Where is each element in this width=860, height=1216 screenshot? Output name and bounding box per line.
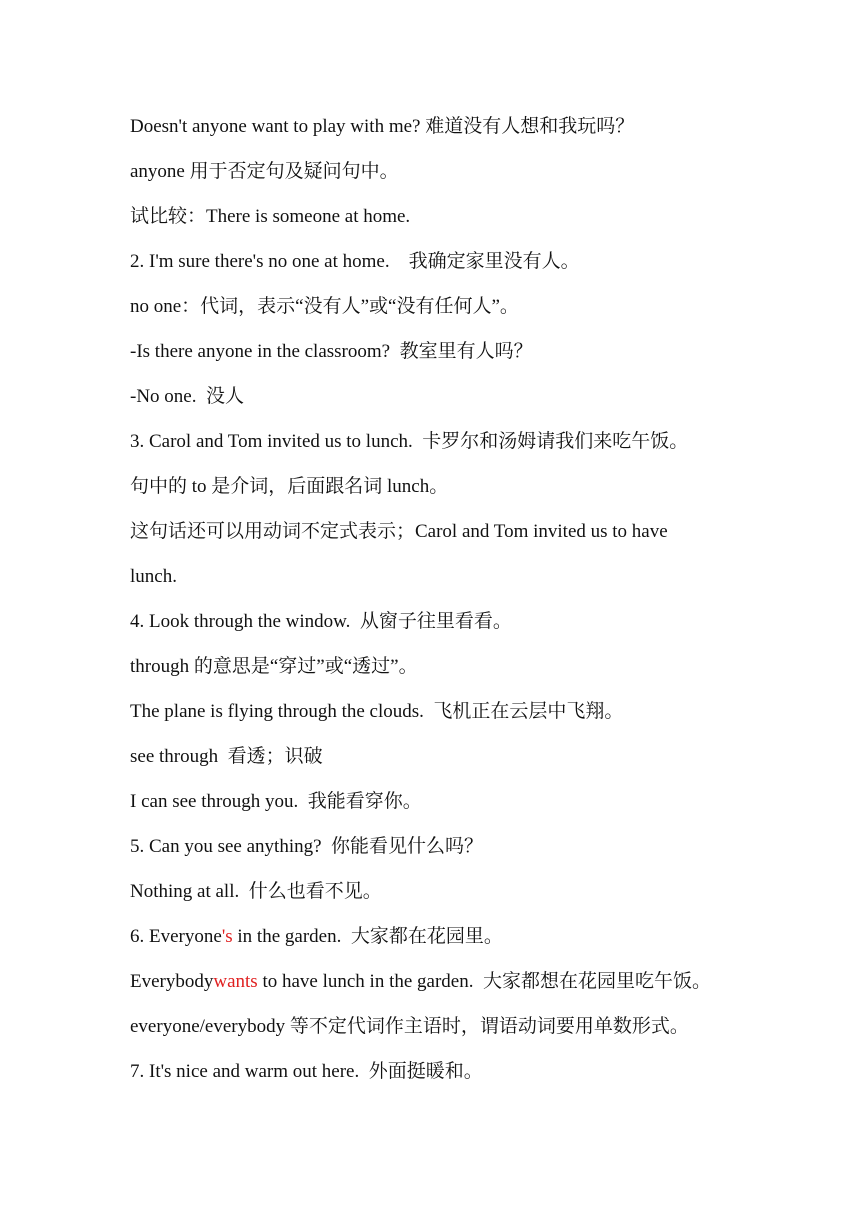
document-page xyxy=(130,112,830,1102)
text-segment: 句中的 to 是介词，后面跟名词 lunch。 xyxy=(130,476,449,497)
highlighted-text: 's xyxy=(221,926,233,947)
text-segment: -Is there anyone in the classroom? 教室里有人吗？ xyxy=(130,341,533,362)
text-segment: 3. Carol and Tom invited us to lunch. 卡罗尔和汤姆请我们来吃午饭。 xyxy=(130,431,689,452)
text-segment: The plane is flying through the clouds. 飞机正在云层中飞翔。 xyxy=(130,701,624,722)
text-segment: 这句话还可以用动词不定式表示；Carol and Tom invited us to have xyxy=(130,521,668,542)
text-line xyxy=(130,1012,830,1057)
text-segment: -No one. 没人 xyxy=(130,386,244,407)
text-line xyxy=(130,517,830,562)
text-segment: lunch. xyxy=(130,566,177,587)
text-segment: see through 看透；识破 xyxy=(130,746,323,767)
text-line xyxy=(130,877,830,922)
text-line xyxy=(130,787,830,832)
text-line xyxy=(130,292,830,337)
text-segment: anyone 用于否定句及疑问句中。 xyxy=(130,161,399,182)
text-segment: 试比较：There is someone at home. xyxy=(130,206,411,227)
text-line xyxy=(130,202,830,247)
highlighted-text: wants xyxy=(213,971,258,992)
text-line xyxy=(130,742,830,787)
text-segment: 7. It's nice and warm out here. 外面挺暖和。 xyxy=(130,1061,483,1082)
text-line xyxy=(130,157,830,202)
text-line xyxy=(130,472,830,517)
text-line xyxy=(130,112,830,157)
text-segment: 4. Look through the window. 从窗子往里看看。 xyxy=(130,611,512,632)
text-line xyxy=(130,607,830,652)
text-line xyxy=(130,967,830,1012)
text-segment: Doesn't anyone want to play with me? 难道没有人想和我玩吗？ xyxy=(130,116,635,137)
text-segment: through 的意思是“穿过”或“透过”。 xyxy=(130,656,418,677)
text-segment: Nothing at all. 什么也看不见。 xyxy=(130,881,382,902)
text-line xyxy=(130,382,830,427)
text-line xyxy=(130,652,830,697)
text-line xyxy=(130,247,830,292)
text-line xyxy=(130,832,830,877)
text-segment: 2. I'm sure there's no one at home. 我确定家里没有人。 xyxy=(130,251,580,272)
text-segment: everyone/everybody 等不定代词作主语时，谓语动词要用单数形式。 xyxy=(130,1016,689,1037)
text-segment: no one：代词，表示“没有人”或“没有任何人”。 xyxy=(130,296,519,317)
text-segment: I can see through you. 我能看穿你。 xyxy=(130,791,422,812)
text-segment: to have lunch in the garden. 大家都想在花园里吃午饭。 xyxy=(257,971,711,992)
text-line xyxy=(130,427,830,472)
text-segment: 6. Everyone xyxy=(130,926,222,947)
text-line xyxy=(130,922,830,967)
text-line xyxy=(130,337,830,382)
text-line xyxy=(130,1057,830,1102)
text-segment: in the garden. 大家都在花园里。 xyxy=(232,926,503,947)
text-line xyxy=(130,562,830,607)
text-segment: 5. Can you see anything? 你能看见什么吗？ xyxy=(130,836,484,857)
text-line xyxy=(130,697,830,742)
text-segment: Everybody xyxy=(130,971,214,992)
